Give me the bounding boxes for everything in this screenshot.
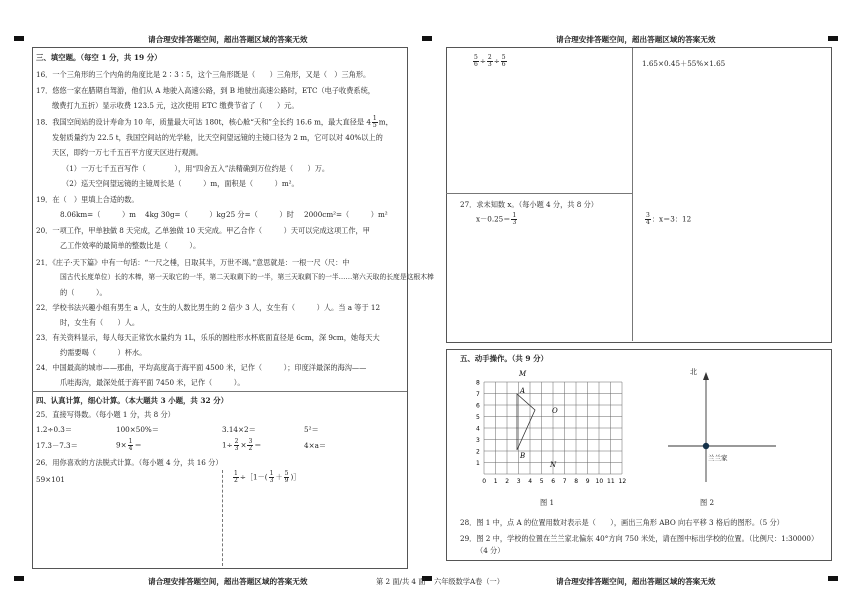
- q26-expression-3: $\frac{5}{6}$ ÷ $\frac{2}{3}$ ÷ $\frac{5}{6}$: [474, 54, 506, 68]
- calc-item: 1÷ $\frac{2}{3}$ × $\frac{3}{2}$ ＝: [222, 438, 262, 452]
- x-tick-label: 7: [562, 478, 567, 485]
- calc-item: 5²＝: [304, 425, 319, 434]
- question-25: 25．直接写得数。（每小题 1 分，共 8 分）: [36, 410, 175, 419]
- calc-item: 9× $\frac{1}{4}$ ＝: [116, 438, 142, 452]
- registration-mark: [14, 576, 24, 581]
- question-22-line2: 时，女生有（ ）人。: [60, 318, 140, 327]
- fraction: $\frac{5}{6}$: [501, 54, 506, 68]
- question-18-sub2: （2）巡天空间望远镜的主镜周长是（ ）m，面积是（ ）m²。: [62, 179, 299, 188]
- calc-item: 3.14×2＝: [222, 425, 256, 434]
- y-axis-ticks: [476, 380, 480, 468]
- fraction: $\frac{3}{2}$: [248, 438, 253, 452]
- question-20-line2: 乙工作效率的最简单的整数比是（ ）。: [60, 241, 201, 250]
- question-18-sub1: （1）一万七千五百写作（ ），用“四舍五入”法精确到万位约是（ ）万。: [62, 164, 330, 173]
- x-tick-label: 6: [551, 478, 556, 485]
- figure-1-caption: 图 1: [540, 498, 555, 507]
- label-m: M: [519, 370, 527, 378]
- q19-item: 25 分=（ ）时: [226, 210, 294, 219]
- x-tick-label: 9: [585, 478, 590, 485]
- y-tick-label: 4: [476, 425, 480, 433]
- registration-mark: [828, 576, 838, 581]
- x-tick-label: 3: [516, 478, 521, 485]
- fraction: $\frac{2}{3}$: [234, 438, 239, 452]
- q27-equation-2: $\frac{3}{4}$ ：x＝3：12: [646, 212, 692, 226]
- question-21-line3: 的（ ）。: [60, 288, 107, 297]
- header-right-title: 请合理安排答题空间，超出答题区域的答案无效: [556, 35, 716, 44]
- north-label: 北: [690, 368, 697, 376]
- question-16: 16．一个三角形的三个内角的角度比是 2∶3∶5，这个三角形既是（ ）三角形，又是（ ）三角形。: [36, 70, 371, 79]
- q26-expression-2: $\frac{1}{2}$ ÷［1－( $\frac{1}{3}$ ＋ $\frac{5}{9}$ )］: [234, 470, 301, 484]
- question-20-line1: 20．一项工作，甲单独做 8 天完成，乙单独做 10 天完成。甲乙合作（ ）天可以完成这项工作，甲: [36, 226, 370, 235]
- dashed-divider: [222, 470, 223, 566]
- fraction: $\frac{5}{9}$: [284, 470, 289, 484]
- question-21-line1: 21．《庄子·天下篇》中有一句话：“一尺之棰，日取其半，万世不竭。”意思就是：一根一尺（尺：中: [36, 258, 350, 267]
- right-upper-answer-region: [446, 47, 832, 343]
- question-18-line2: 发射质量约为 22.5 t，我国空间站的光学舱，比天空间望远镜的主镜口径为 2 m，它可以对 40%以上的: [52, 133, 383, 142]
- x-tick-label: 8: [574, 478, 579, 485]
- section5-title: 五、动手操作。（共 9 分）: [460, 354, 548, 363]
- x-tick-label: 1: [493, 478, 498, 485]
- question-29-line1: 29．图 2 中，学校的位置在兰兰家北偏东 40°方向 750 米处，请在图中标出学校的位置。（比例尺：1:30000）: [460, 534, 819, 543]
- footer-page-info: 第 2 面/共 4 面: [376, 577, 426, 586]
- x-tick-label: 5: [539, 478, 544, 485]
- question-28: 28．图 1 中，点 A 的位置用数对表示是（ ），画出三角形 ABO 向右平移 3 格后的图形。（5 分）: [460, 518, 784, 527]
- question-17-line1: 17．悠悠一家在腊期自驾游，他们从 A 地驶入高速公路，到 B 地驶出高速公路时，ETC（电子收费系统，: [36, 86, 375, 95]
- label-a: A: [520, 387, 526, 395]
- registration-mark: [828, 36, 838, 41]
- x-tick-label: 12: [618, 478, 626, 485]
- fraction: $\frac{1}{3}$: [269, 470, 274, 484]
- y-tick-label: 2: [476, 448, 480, 456]
- x-tick-label: 2: [505, 478, 510, 485]
- calc-item: 4×a＝: [304, 441, 327, 450]
- x-tick-label: 11: [607, 478, 615, 485]
- fraction: $\frac{1}{5}$: [372, 115, 377, 129]
- divider: [446, 193, 632, 194]
- column-divider: [632, 48, 633, 341]
- y-tick-label: 5: [476, 414, 480, 421]
- question-26: 26．用你喜欢的方法脱式计算。（每小题 4 分，共 16 分）: [36, 458, 223, 467]
- figure-1-grid: [476, 370, 626, 486]
- question-27: 27．求未知数 x。（每小题 4 分，共 8 分）: [460, 200, 598, 209]
- y-tick-label: 8: [476, 379, 480, 387]
- registration-mark: [422, 36, 432, 41]
- x-axis-ticks: [482, 478, 626, 485]
- figure-2-caption: 图 2: [700, 498, 715, 507]
- label-n: N: [550, 461, 557, 469]
- q19-item: 4kg 30g=（ ）kg: [145, 210, 226, 219]
- figure-2-compass: [666, 364, 786, 494]
- y-tick-label: 3: [476, 437, 480, 444]
- fraction: $\frac{5}{6}$: [474, 54, 478, 68]
- q19-item: 2000cm²=（ ）m²: [304, 210, 388, 219]
- registration-mark: [14, 36, 24, 41]
- home-label: 兰兰家: [708, 454, 728, 462]
- x-tick-label: 4: [528, 478, 533, 485]
- fraction: $\frac{3}{4}$: [646, 212, 650, 226]
- fraction: $\frac{1}{3}$: [512, 212, 517, 226]
- question-23-line2: 约需要喝（ ）杯水。: [60, 348, 147, 357]
- triangle-abo: [517, 394, 535, 450]
- fraction: $\frac{1}{2}$: [234, 470, 238, 484]
- question-21-line2: 国古代长度单位）长的木棒，第一天取它的一半，第二天取剩下的一半，第三天取剩下的一半……第六天取的长度是这根木棒: [60, 273, 434, 281]
- north-arrow-icon: [703, 372, 709, 380]
- section3-title: 三、填空题。（每空 1 分，共 19 分）: [36, 53, 162, 62]
- question-19: 19．在（ ）里填上合适的数。: [36, 195, 139, 204]
- calc-item: 1.2÷0.3＝: [36, 425, 73, 434]
- home-point: [703, 443, 709, 449]
- x-tick-label: 10: [595, 478, 604, 485]
- question-24-line1: 24．中国最高的城市——那曲，平均高度高于海平面 4500 米，记作（ ）；印度洋最深的海沟——: [36, 363, 367, 372]
- calc-item: 100×50%＝: [116, 425, 159, 434]
- x-tick-label: 0: [482, 478, 487, 485]
- fraction: $\frac{2}{3}$: [487, 54, 492, 68]
- q26-expression-4: 1.65×0.45＋55%×1.65: [642, 59, 726, 68]
- y-tick-label: 7: [476, 391, 480, 398]
- question-22-line1: 22．学校书法兴趣小组有男生 a 人，女生的人数比男生的 2 倍少 3 人，女生有（ ）人。当 a 等于 12: [36, 303, 381, 312]
- footer-exam-name: 六年级数学A卷（一）: [434, 577, 504, 586]
- q19-item: 8.06km=（ ）m: [60, 210, 136, 219]
- header-left-title: 请合理安排答题空间，超出答题区域的答案无效: [148, 35, 308, 44]
- label-o: O: [552, 407, 558, 415]
- footer-right-text: 请合理安排答题空间，超出答题区域的答案无效: [556, 577, 716, 586]
- q27-equation-1: x－0.25＝ $\frac{1}{3}$: [476, 212, 517, 226]
- question-29-line2: （4 分）: [476, 546, 505, 555]
- question-24-line2: 爪哇海沟，最深处低于海平面 7450 米，记作（ ）。: [60, 378, 245, 387]
- label-b: B: [520, 452, 526, 460]
- q26-expression-1: 59×101: [36, 475, 65, 484]
- footer-left-text: 请合理安排答题空间，超出答题区域的答案无效: [148, 577, 308, 586]
- question-23-line1: 23．有关资料显示，每人每天正常饮水量约为 1L，乐乐的圆柱形水杯底面直径是 6cm，深 9cm，她每天大: [36, 333, 380, 342]
- section4-title: 四、认真计算，细心计算。（本大题共 3 小题，共 32 分）: [36, 396, 229, 405]
- calc-item: 17.3－7.3＝: [36, 441, 78, 450]
- question-18-line1: 18．我国空间站的设计寿命为 10 年，质量最大可达 180t，核心舱“天和”全长约 16.6 m，最大直径是 4 $\frac{1}{5}$ m，: [36, 115, 393, 129]
- question-18-line3: 天区，即约一万七千五百平方度天区进行观测。: [52, 148, 203, 157]
- y-tick-label: 1: [476, 460, 480, 467]
- fraction: $\frac{1}{4}$: [128, 438, 133, 452]
- question-18-text: 18．我国空间站的设计寿命为 10 年，质量最大可达 180t，核心舱“天和”全长约 16.6 m，最大直径是 4: [36, 117, 371, 127]
- y-tick-label: 6: [476, 402, 480, 410]
- divider: [32, 391, 407, 392]
- question-17-line2: 缴费打九五折）显示收费 123.5 元，这次使用 ETC 缴费节省了（ ）元。: [52, 101, 299, 110]
